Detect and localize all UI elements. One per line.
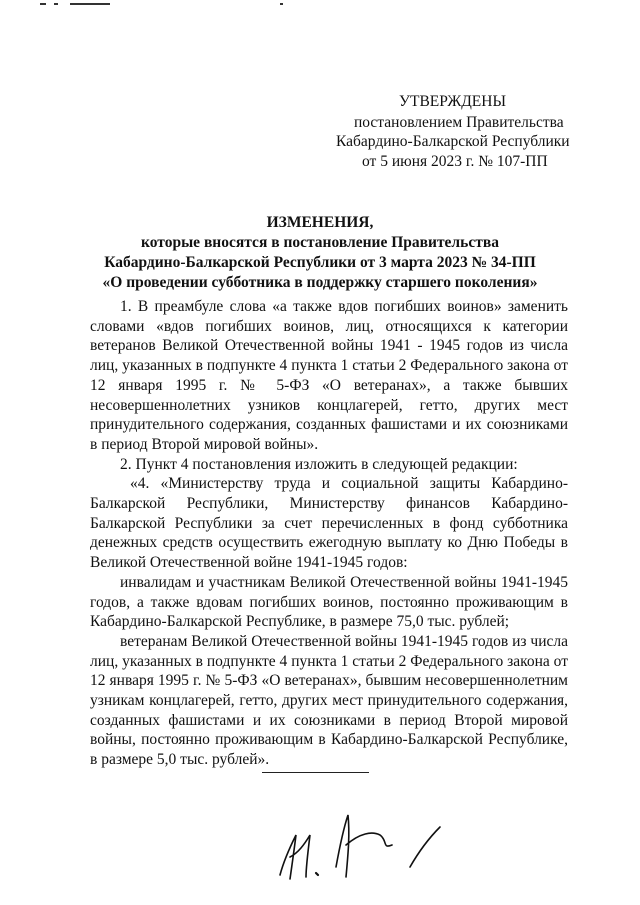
title-line-1: которые вносятся в постановление Правительства [141,234,499,251]
title-line-2: Кабардино-Балкарской Республики от 3 марта 2023 № 34-ПП [104,254,536,271]
approval-title: УТВЕРЖДЕНЫ [399,93,506,110]
approval-line-decree: постановлением Правительства [354,114,564,131]
title-line-3: «О проведении субботника в поддержку старшего поколения» [102,274,538,291]
separator-line [262,772,369,773]
paragraph-4: инвалидам и участникам Великой Отечественной войны 1941-1945 годов, а также вдовам погибших воинов, постоянно проживающим в Кабардино-Балкарской Республике, в размере 75,0 тыс. рублей; [90,573,568,631]
scan-artifact [40,0,340,8]
paragraph-5: ветеранам Великой Отечественной войны 1941-1945 годов из числа лиц, указанных в подпункте 4 пункта 1 статьи 2 Федерального закона от 12 января 1995 г. № 5-ФЗ «О ветеранах», бывшим несовершеннолетним узникам концлагерей, гетто, других мест принудительного содержания, созданных фашистами и их союзниками в период Второй мировой войны, постоянно проживающим в Кабардино-Балкарской Республике, в размере 5,0 тыс. рублей». [90,632,568,769]
paragraph-1: 1. В преамбуле слова «а также вдов погибших воинов» заменить словами «вдов погибших воинов, лиц, относящихся к категории ветеранов Великой Отечественной войны 1941 - 1945 годов из числа лиц, указанных в подпункте 4 пункта 1 статьи 2 Федерального закона от 12 января 1995 г. № 5-ФЗ «О ветеранах», а также бывших несовершеннолетних узников концлагерей, гетто, других мест принудительного содержания, созданных фашистами и их союзниками в период Второй мировой войны». [90,298,568,453]
document-body [90,297,568,770]
title-heading: ИЗМЕНЕНИЯ, [266,214,374,231]
paragraph-2: 2. Пункт 4 постановления изложить в следующей редакции: [120,455,518,473]
handwritten-signature [270,805,450,895]
approval-line-date: от 5 июня 2023 г. № 107-ПП [362,153,548,170]
document-title [90,213,550,293]
paragraph-3: «4. «Министерству труда и социальной защиты Кабардино-Балкарской Республики, Министерству финансов Кабардино-Балкарской Республики за счет перечисленных в фонд субботника денежных средств осуществить ежегодную выплату ко Дню Победы в Великой Отечественной войне 1941-1945 годов: [90,475,568,572]
approval-line-republic: Кабардино-Балкарской Республики [336,133,570,150]
